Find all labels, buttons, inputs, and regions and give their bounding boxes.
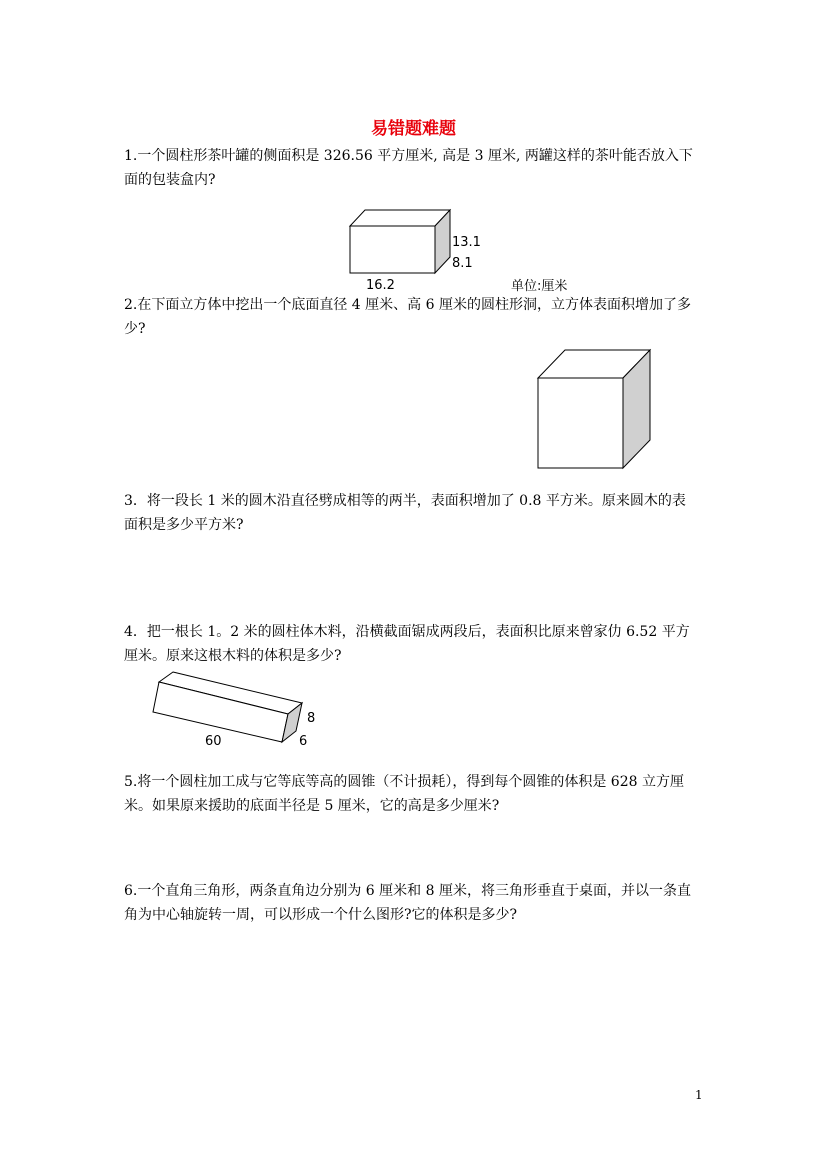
question-1-line-2: 面的包装盒内? bbox=[124, 172, 216, 188]
question-4 bbox=[124, 620, 709, 668]
box-top-face bbox=[350, 210, 450, 226]
figure-cuboid-box bbox=[340, 205, 490, 295]
question-2-line-2: 少? bbox=[124, 321, 146, 337]
question-3-line-2: 面积是多少平方米? bbox=[124, 517, 244, 533]
prism-label-height: 8 bbox=[307, 711, 316, 726]
question-5-line-2: 米。如果原来援助的底面半径是 5 厘米，它的高是多少厘米? bbox=[124, 798, 500, 814]
question-4-line-1: 4．把一根长 1。2 米的圆柱体木料，沿横截面锯成两段后，表面积比原来曾家仂 6.52 平方 bbox=[124, 624, 690, 640]
prism-label-length: 60 bbox=[205, 734, 222, 749]
question-3-line-1: 3．将一段长 1 米的圆木沿直径劈成相等的两半，表面积增加了 0.8 平方米。原来圆木的表 bbox=[124, 493, 686, 509]
box-label-height: 13.1 bbox=[452, 235, 481, 250]
question-5-line-1: 5.将一个圆柱加工成与它等底等高的圆锥（不计损耗），得到每个圆锥的体积是 628 立方厘 bbox=[124, 774, 684, 790]
cube-front-face bbox=[538, 378, 623, 468]
question-5 bbox=[124, 770, 709, 818]
unit-label: 单位:厘米 bbox=[511, 279, 568, 294]
box-label-width: 8.1 bbox=[452, 256, 473, 271]
figure-rectangular-prism bbox=[150, 665, 330, 755]
question-6-line-1: 6.一个直角三角形，两条直角边分别为 6 厘米和 8 厘米，将三角形垂直于桌面，并以一条直 bbox=[124, 883, 691, 899]
question-2 bbox=[124, 293, 709, 341]
box-label-length: 16.2 bbox=[366, 278, 395, 293]
prism-label-width: 6 bbox=[299, 734, 308, 749]
question-4-line-2: 厘米。原来这根木料的体积是多少? bbox=[124, 648, 342, 664]
page-number: 1 bbox=[695, 1088, 703, 1102]
question-1-line-1: 1.一个圆柱形茶叶罐的侧面积是 326.56 平方厘米, 高是 3 厘米, 两罐这样的茶叶能否放入下 bbox=[124, 148, 693, 164]
figure-cube bbox=[530, 342, 660, 474]
question-1 bbox=[124, 144, 709, 192]
question-3 bbox=[124, 489, 709, 537]
question-6-line-2: 角为中心轴旋转一周，可以形成一个什么图形?它的体积是多少? bbox=[124, 907, 518, 923]
question-6 bbox=[124, 879, 709, 927]
box-front-face bbox=[350, 226, 435, 273]
page-title: 易错题难题 bbox=[371, 119, 456, 139]
question-2-line-1: 2.在下面立方体中挖出一个底面直径 4 厘米、高 6 厘米的圆柱形洞，立方体表面积增加了多 bbox=[124, 297, 691, 313]
